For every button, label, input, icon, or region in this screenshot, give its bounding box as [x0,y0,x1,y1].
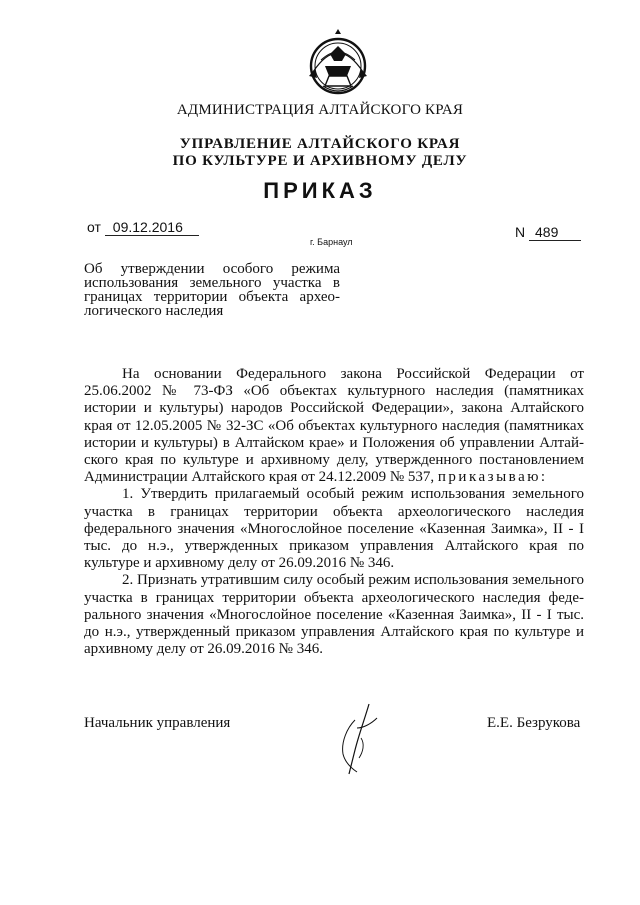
date-prefix: от [87,219,101,235]
item-2-paragraph: 2. Признать утратившим силу особый режим использования земельного участка в границах территории объекта археологического наследия федерального значения «Многослойное поселение «Казенная Заимка», II - I тыс. до н.э., утвержденный приказом управления Алтайского края по культуре и архивному делу от 26.09.2016 № 346. [84,572,584,658]
city-label: г. Барнаул [310,237,353,247]
organization-title: АДМИНИСТРАЦИЯ АЛТАЙСКОГО КРАЯ [176,102,464,118]
handwritten-signature [335,698,381,778]
preamble-text: На основании Федерального закона Российской Федерации от 25.06.2002 № 73-ФЗ «Об объектах культурного наследия (памятниках истории и культуры) народов Российской Федерации», закона Алтайского края от 12.05.2005 № 32-ЗС «Об объектах культурного наследия (памятниках истории и культуры) в Алтайском крае» и Положения об управлении Алтайского края по культуре и архивному делу, утвержденного постановлением Администрации Алтайского края от 24.12.2009 № 537, [84,366,584,486]
coat-of-arms-emblem [299,26,377,104]
number-prefix: N [515,224,526,240]
department-title [0,136,640,170]
order-number [515,224,581,241]
preamble-paragraph [84,366,584,486]
signer-name: Е.Е. Безрукова [487,715,581,731]
item-1-paragraph: 1. Утвердить прилагаемый особый режим использования земельного участка в границах территории объекта археологического наследия федерального значения «Многослойное поселение «Казенная Заимка», II - I тыс. до н.э., утвержденных приказом управления Алтайского края по культуре и архивному делу от 26.09.2016 № 346. [84,486,584,572]
department-title-line-2: ПО КУЛЬТУРЕ И АРХИВНОМУ ДЕЛУ [172,153,468,169]
order-subject: Об утверждении особого режима использования земельного участка в границах территории объекта археологического наследия [84,261,340,319]
order-body [84,366,584,658]
order-word: приказываю: [437,469,548,486]
number-value: 489 [529,224,581,241]
date-value: 09.12.2016 [105,219,199,236]
order-date [87,219,199,236]
department-title-line-1: УПРАВЛЕНИЕ АЛТАЙСКОГО КРАЯ [179,136,461,152]
document-type-heading: ПРИКАЗ [263,178,377,203]
signer-title: Начальник управления [84,715,231,731]
